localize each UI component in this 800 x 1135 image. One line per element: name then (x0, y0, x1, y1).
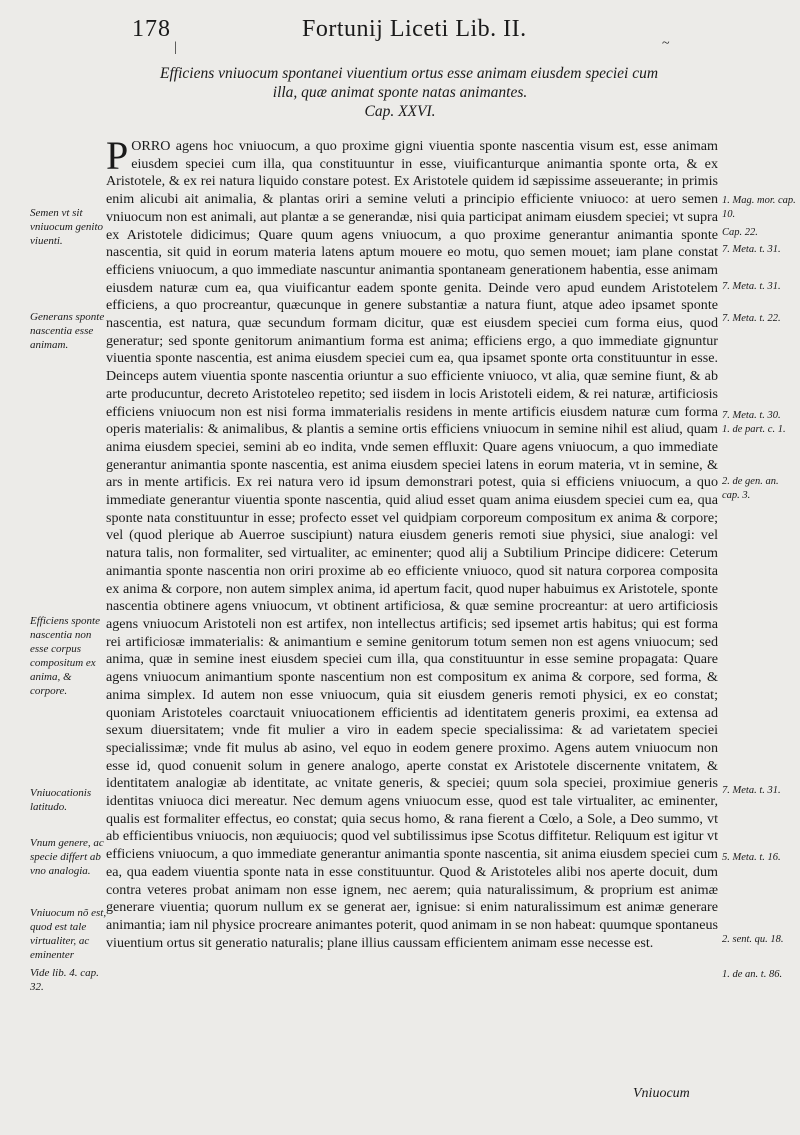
left-margin-note: Efficiens sponte nascentia non esse corpus compositum ex anima, & corpore. (30, 615, 100, 697)
chapter-title-line-2: illa, quæ animat sponte natas animantes. (272, 84, 528, 101)
right-margin-note: 7. Meta. t. 31. (722, 281, 781, 292)
right-margin-note: 2. de gen. an. cap. 3. (722, 476, 779, 501)
body-text (106, 133, 718, 1098)
left-margin-note: Semen vt sit vniuocum genito viuenti. (30, 207, 104, 247)
right-margin-note: 1. de part. c. 1. (722, 424, 786, 435)
right-margin-note: 7. Meta. t. 22. (722, 313, 781, 324)
right-margin-note: 7. Meta. t. 31. (722, 244, 781, 255)
chapter-number: Cap. XXVI. (364, 103, 436, 120)
right-margin-note: 1. Mag. mor. cap. 10. (722, 195, 796, 220)
right-margin-note: 2. sent. qu. 18. (722, 934, 784, 945)
drop-cap: P (106, 133, 129, 178)
right-margin-note: 1. de an. t. 86. (722, 969, 783, 980)
header-mark: | (174, 40, 177, 55)
left-margin-note: Generans sponte nascentia esse animam. (30, 311, 105, 351)
right-margin-note: 5. Meta. t. 16. (722, 852, 781, 863)
left-margin-note: Vnum genere, ac specie differt ab vno analogia. (30, 837, 104, 877)
body-paragraph: ORRO agens hoc vniuocum, a quo proxime gigni viuentia sponte nascentia visum est, esse animam eiusdem speciei cum illa, qua constituuntur in esse, viuificanturque animantia sponte orta, & ex Aristotele, & ex rei natura liquido constare potest. Ex Aristotele quidem id sæpissime asseuerante; in primis enim alicubi ait animalia, & plantas oriri a semine veluti a principio efficiente vniuoco: at uero semen vniuocum non est animali, aut plantæ a se generandæ, nisi quia participat animam eiusdem speciei; vt supra ex Aristotele didicimus; Quare quum agens vniuocum, a quo proxime generantur animantia sponte nascentia, sit quid in eorum materia latens aptum mouere eo motu, quo semen mouet; iam plane constat efficiens vniuocum, a quo immediate nascuntur animantia spontaneam generationem habentia, esse animam eiusdem naturæ cum ea, qua viuificantur eadem sponte genita. Deinde vero apud eundem Aristotelem efficiens, a quo procreantur, quæcunque in genere substantiæ a natura fiunt, atque adeo ipsamet sponte nascentia, est natura, quæ secundum formam dicitur, quæ est eiusdem speciei cum forma eius, quod generatur; sed sponte genitorum animantium forma est anima; efficiens ergo, a quo immediate gignuntur viuentia sponte nascentia, est anima eiusdem speciei cum ea, qua ipsamet sponte orta constituuntur in esse. Deinceps autem viuentia sponte nascentia oriuntur a suo efficiente vniuoco, vt alia, quæ semine fiunt, & ab arte producuntur, decreto Aristoteleo repetito; sed iisdem in locis Aristoteli eidem, & rei naturæ, artificiosis efficiens vniuocum non est nisi forma immaterialis residens in mente artificis eiusdem naturæ cum forma operis materialis: & animalibus, & plantis a semine ortis efficiens vniuocum in semine nihil est aliud, quam anima eiusdem speciei, semini ab eo indita, vnde semen effluxit: Quare agens vniuocum, a quo immediate generantur animantia sponte nascentia, est anima eiusdem speciei latens in eorum materia, vt in semine, & ars in mente artificis. Ex rei natura vero id ipsum demonstrari potest, quia si efficiens vniuocum, a quo immediate generantur viuentia sponte nascentia, quid aliud esset quam anima eiusdem speciei cum ea, qua sponte nata constituuntur in esse; profecto esset vel quidpiam corporeum compositum ex anima & corpore; vel (quod plerique ab Auerroe suscipiunt) natura eiusdem generis remoti siue physici, siue analogi: vel natura talis, non formaliter, sed virtualiter, ac eminenter; quod alij a Subtilium Principe didicere: Ceterum animantia sponte nascentia non oriri proxime ab eo efficiente vniuoco, quod sit natura corporea composita ex anima & corpore, non autem simplex anima, id apertum facit, quod nuper habuimus ex Aristotele, sponte nascentia obtinere agens vniuocum, vt obtinent artificiosa, & quæ semine procreantur: at uero artificiosis agens vniuocum Aristoteli non est artifex, non intellectus artificis; sed ipsemet artis habitus; qui est forma rei artificiosæ immaterialis: & animantium e semine genitorum totum semen non est agens vniuocum; sed anima, quæ in semine inest eiusdem speciei cum illa, qua constituuntur in esse semine propagata: Quare agens vniuocum animantium sponte nascentium non est compositum ex anima & corpore, sed forma, & anima simplex. Id autem non esse vniuocum, quia sit eiusdem generis remoti physici, ex eo constat; quoniam Aristoteles coarctauit vniuocationem efficientis ad identitatem generis proximi, ea extensa ad sexum diuersitatem; vnde fit mulier a viro in eadem specie specialissima: & ad varietatem speciei specialissimæ; vnde fit mulus ab asino, vel equo in eodem genere proximo. Agens autem vniuocum non esse id, quod conuenit solum in genere analogo, aperte constat ex Aristotele discernente vnitatem, & identitatem analogiæ ab identitate, ac vnitate generis, & speciei; quum sola speciei, proximiue generis identitas vniuoca dici mereatur. Nec demum agens vniuocum esse, quod est tale virtualiter, ac eminenter, qualis est formaliter effectus, eo constat; quia secus homo, & rana fierent a Cœlo, a Sole, a Deo summo, vt ab efficientibus vniuocis, non æquiuocis; quod vel subtilissimus ipse Scotus diffitetur. Reliquum est igitur vt efficiens vniuocum, a quo immediate generantur animantia sponte nascentia, sit anima eiusdem speciei cum ea, qua eadem viuentia sponte nata in esse constituuntur. Quod & Aristoteles alibi nos aperte docuit, dum contra veteres probat animam non esse ignem, nec aerem; quia naturalissimum, & proprium est animæ generare viuentia; quorum nullum ex se generat aer, ignisue: si enim naturalissimum est animæ generare animantia; iam nil physice procreare animantes poterit, quod animam in se non habeat: quumque spontaneus viuentium ortus sit generatio naturalis; plane illius caussam efficientem animam esse necesse est. (106, 138, 718, 951)
left-margin-note: Vide lib. 4. cap. 32. (30, 967, 99, 993)
left-margin-note: Vniuocationis latitudo. (30, 787, 92, 813)
chapter-heading (160, 64, 659, 122)
chapter-title-line-1: Efficiens vniuocum spontanei viuentium ortus esse animam eiusdem speciei cum (160, 65, 659, 82)
page-number: 178 (132, 16, 171, 42)
left-margin-note: Vniuocum nõ est, quod est tale virtualiter, ac eminenter (30, 907, 107, 961)
right-margin-note: Cap. 22. (722, 227, 758, 238)
right-margin-note: 7. Meta. t. 30. (722, 410, 781, 421)
catchword: Vniuocum (633, 1086, 690, 1101)
header-mark-right: ~ (662, 36, 670, 51)
right-margin-note: 7. Meta. t. 31. (722, 785, 781, 796)
page-header (0, 10, 800, 55)
running-head: Fortunij Liceti Lib. II. (302, 16, 527, 42)
